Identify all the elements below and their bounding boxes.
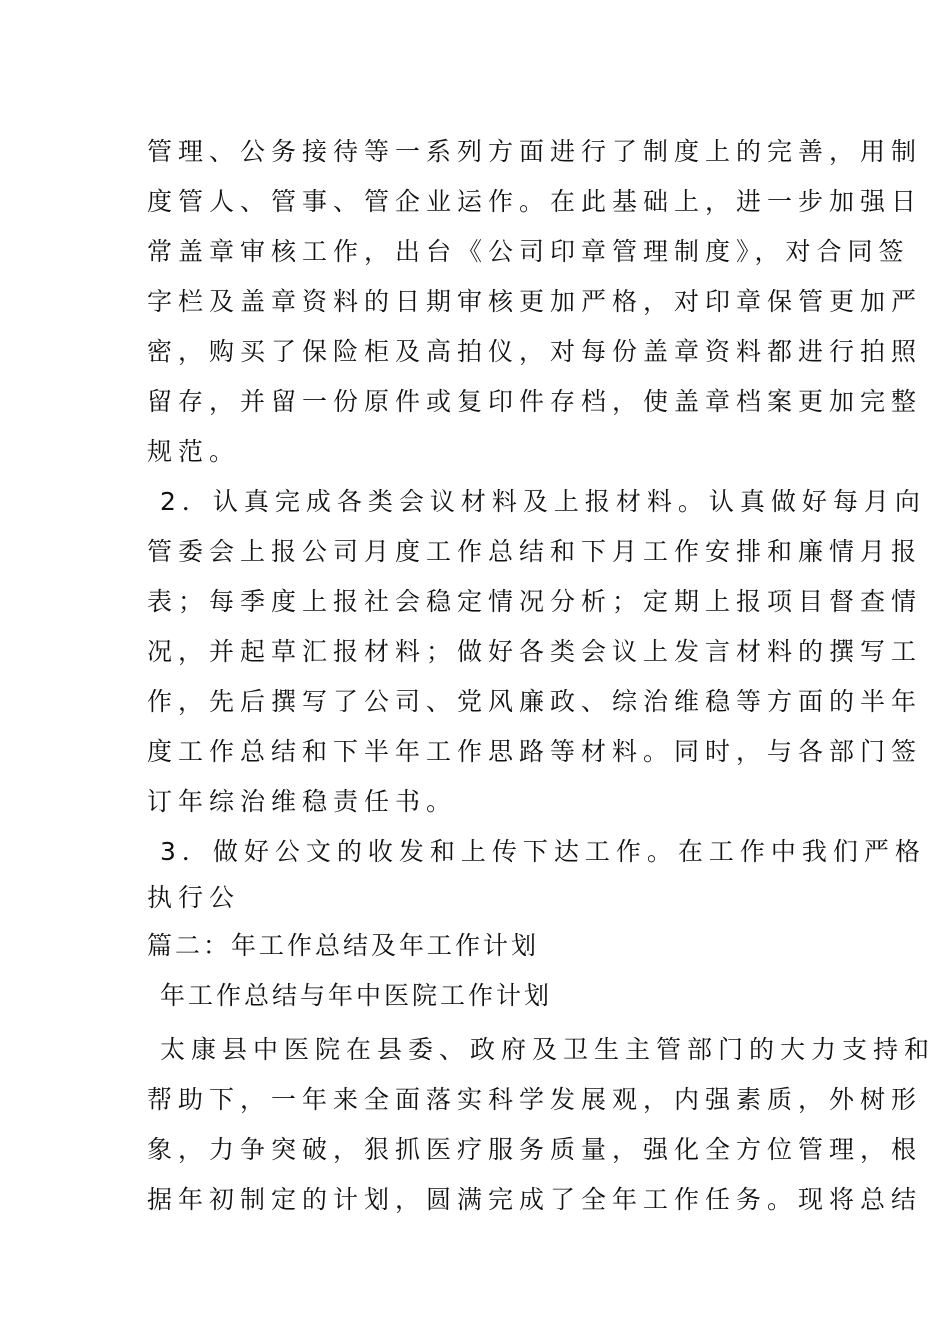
text-line: 3．做好公文的收发和上传下达工作。在工作中我们严格 xyxy=(160,837,926,866)
text-line: 管委会上报公司月度工作总结和下月工作安排和廉情月报 xyxy=(147,537,923,566)
text-line: 度管人、管事、管企业运作。在此基础上，进一步加强日 xyxy=(147,187,923,216)
text-line: 留存，并留一份原件或复印件存档，使盖章档案更加完整 xyxy=(147,387,923,416)
text-line: 帮助下，一年来全面落实科学发展观，内强素质，外树形 xyxy=(147,1085,923,1114)
text-line: 度工作总结和下半年工作思路等材料。同时，与各部门签 xyxy=(147,737,923,766)
text-line: 况，并起草汇报材料；做好各类会议上发言材料的撰写工 xyxy=(147,637,923,666)
text-line: 执行公 xyxy=(147,883,241,912)
text-line: 太康县中医院在县委、政府及卫生主管部门的大力支持和 xyxy=(160,1035,936,1064)
text-line: 订年综治维稳责任书。 xyxy=(147,787,458,816)
section-heading: 篇二：年工作总结及年工作计划 xyxy=(147,931,540,960)
text-line: 据年初制定的计划，圆满完成了全年工作任务。现将总结 xyxy=(147,1185,923,1214)
text-line: 密，购买了保险柜及高拍仪，对每份盖章资料都进行拍照 xyxy=(147,337,923,366)
text-line: 作，先后撰写了公司、党风廉政、综治维稳等方面的半年 xyxy=(147,687,923,716)
text-line: 表；每季度上报社会稳定情况分析；定期上报项目督查情 xyxy=(147,587,923,616)
text-line: 字栏及盖章资料的日期审核更加严格，对印章保管更加严 xyxy=(147,287,923,316)
text-line: 2．认真完成各类会议材料及上报材料。认真做好每月向 xyxy=(160,487,926,516)
text-line: 管理、公务接待等一系列方面进行了制度上的完善，用制 xyxy=(147,137,923,166)
section-subheading: 年工作总结与年中医院工作计划 xyxy=(160,981,553,1010)
text-line: 象，力争突破，狠抓医疗服务质量，强化全方位管理，根 xyxy=(147,1135,923,1164)
text-line: 规范。 xyxy=(147,437,241,466)
text-line: 常盖章审核工作，出台《公司印章管理制度》，对合同签 xyxy=(147,237,910,266)
